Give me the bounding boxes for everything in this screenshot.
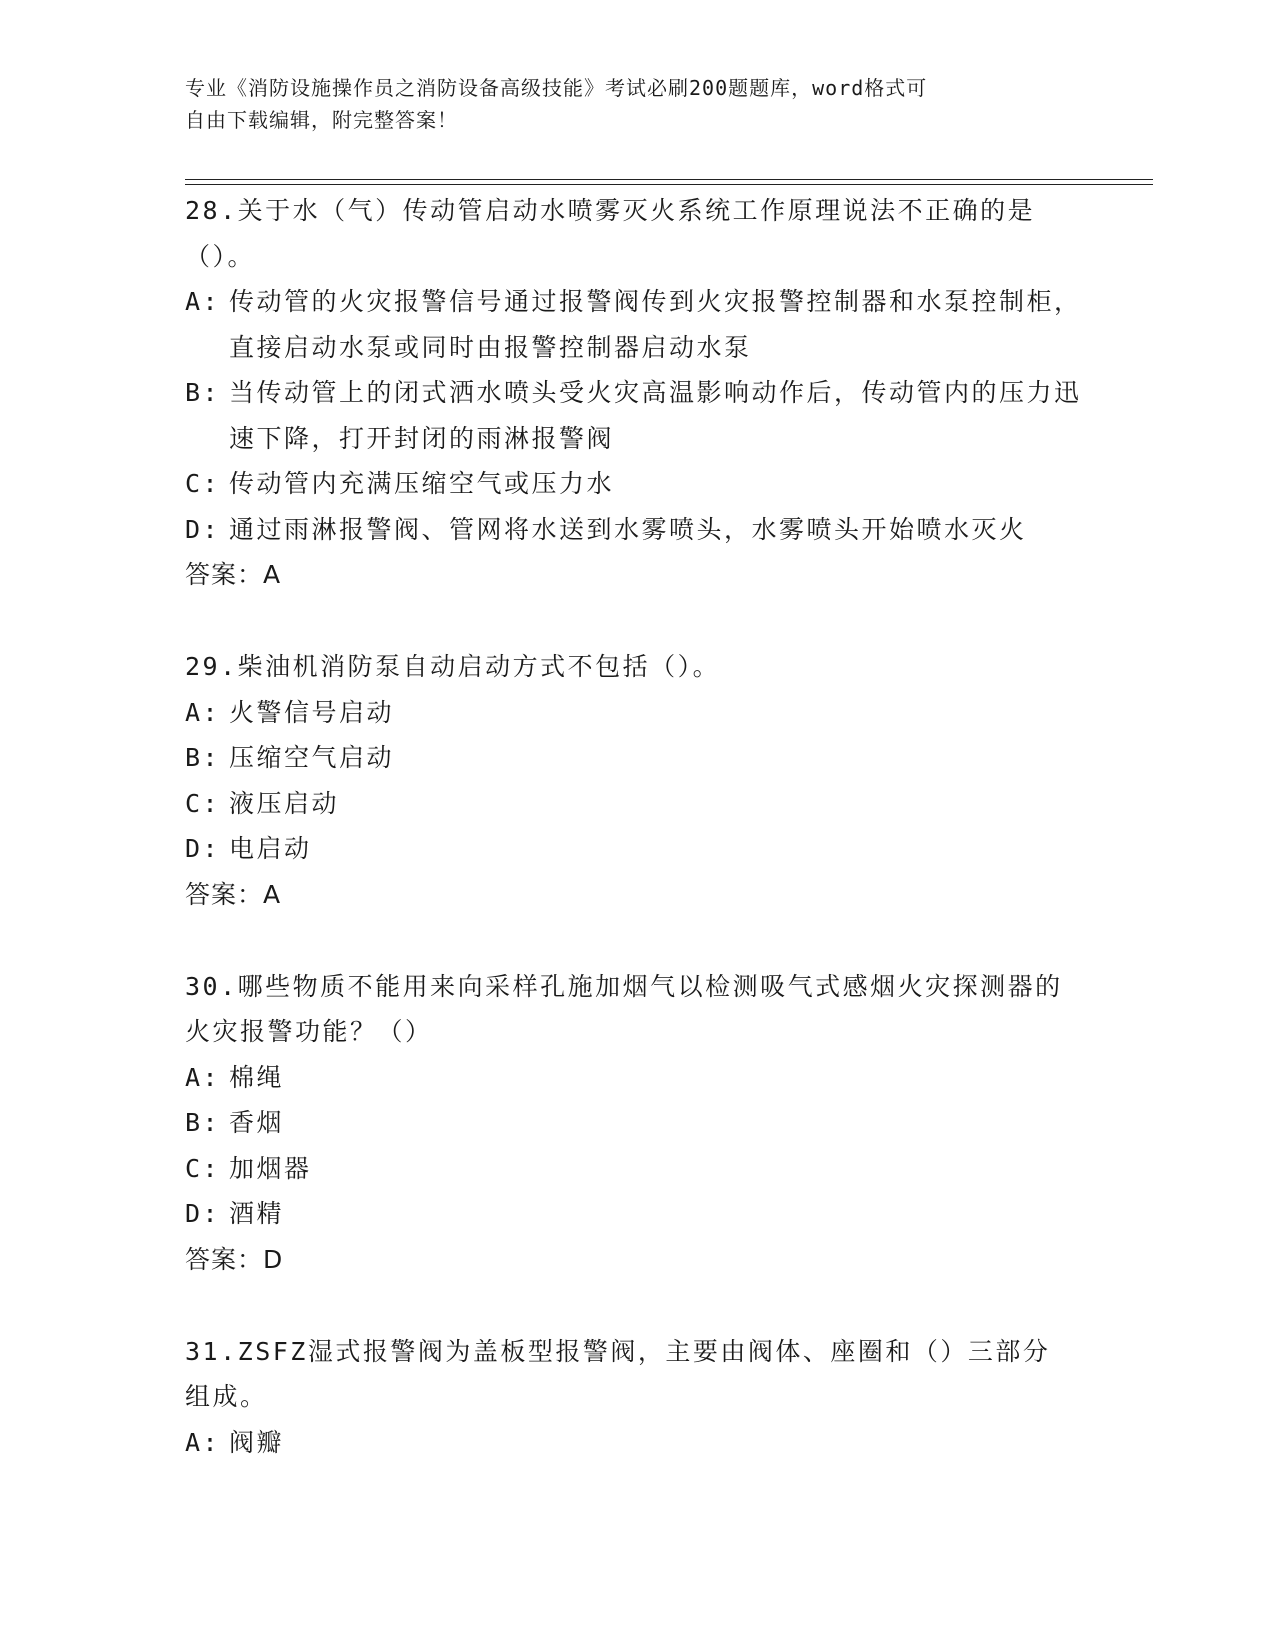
option-c: [185, 461, 1085, 507]
question-29: [185, 644, 1085, 918]
option-c: [185, 1146, 1085, 1192]
option-a: [185, 279, 1085, 370]
document-header: [185, 72, 1065, 136]
question-list: [185, 188, 1085, 1511]
option-text: 火警信号启动: [229, 697, 395, 727]
option-letter: C:: [185, 469, 221, 498]
option-text: 压缩空气启动: [229, 743, 395, 772]
option-letter: C:: [185, 1153, 221, 1183]
answer-label: 答案：D: [185, 1244, 284, 1274]
option-d: [185, 826, 1085, 872]
question-28: [185, 188, 1085, 598]
answer-label: 答案：A: [185, 879, 282, 909]
option-text: 酒精: [229, 1199, 285, 1228]
option-d: [185, 1191, 1085, 1237]
option-c: [185, 781, 1085, 827]
option-b: [185, 1100, 1085, 1146]
option-b: [185, 370, 1085, 461]
question-stem: 30.哪些物质不能用来向采样孔施加烟气以检测吸气式感烟火灾探测器的火灾报警功能？（）: [185, 971, 1063, 1046]
option-letter: D:: [185, 514, 221, 544]
question-30: [185, 964, 1085, 1283]
question-stem: 29.柴油机消防泵自动启动方式不包括（）。: [185, 652, 721, 681]
answer-label: 答案：A: [185, 560, 282, 589]
option-text: 棉绳: [229, 1062, 285, 1092]
option-letter: D:: [185, 834, 221, 863]
option-a: [185, 1055, 1085, 1101]
option-text: 阀瓣: [229, 1427, 285, 1457]
header-rule-bottom: [185, 184, 1153, 185]
option-text: 电启动: [229, 834, 312, 863]
option-letter: A:: [185, 287, 221, 316]
option-text: 传动管内充满压缩空气或压力水: [229, 469, 615, 498]
option-letter: D:: [185, 1199, 221, 1228]
option-letter: B:: [185, 378, 221, 407]
option-text: 液压启动: [229, 788, 340, 818]
question-stem: 31.ZSFZ湿式报警阀为盖板型报警阀，主要由阀体、座圈和（）三部分组成。: [185, 1336, 1051, 1411]
option-letter: A:: [185, 1062, 221, 1092]
option-letter: A:: [185, 1427, 221, 1457]
question-stem: 28.关于水（气）传动管启动水喷雾灭火系统工作原理说法不正确的是（）。: [185, 196, 1036, 271]
option-text: 通过雨淋报警阀、管网将水送到水雾喷头，水雾喷头开始喷水灭火: [229, 514, 1027, 544]
option-a: [185, 1420, 1085, 1466]
option-a: [185, 690, 1085, 736]
option-b: [185, 735, 1085, 781]
option-text: 香烟: [229, 1108, 285, 1137]
option-letter: A:: [185, 697, 221, 727]
option-text: 当传动管上的闭式洒水喷头受火灾高温影响动作后，传动管内的压力迅速下降，打开封闭的雨淋报警阀: [229, 378, 1082, 453]
option-letter: B:: [185, 743, 221, 772]
option-text: 加烟器: [229, 1153, 312, 1183]
header-line-1: 专业《消防设施操作员之消防设备高级技能》考试必刷200题题库，word格式可: [185, 76, 928, 100]
question-31: [185, 1329, 1085, 1466]
header-line-2: 自由下载编辑，附完整答案！: [185, 108, 458, 132]
option-d: [185, 507, 1085, 553]
option-letter: B:: [185, 1108, 221, 1137]
option-letter: C:: [185, 788, 221, 818]
option-text: 传动管的火灾报警信号通过报警阀传到火灾报警控制器和水泵控制柜，直接启动水泵或同时由报警控制器启动水泵: [229, 287, 1082, 362]
header-rule-top: [185, 179, 1153, 180]
